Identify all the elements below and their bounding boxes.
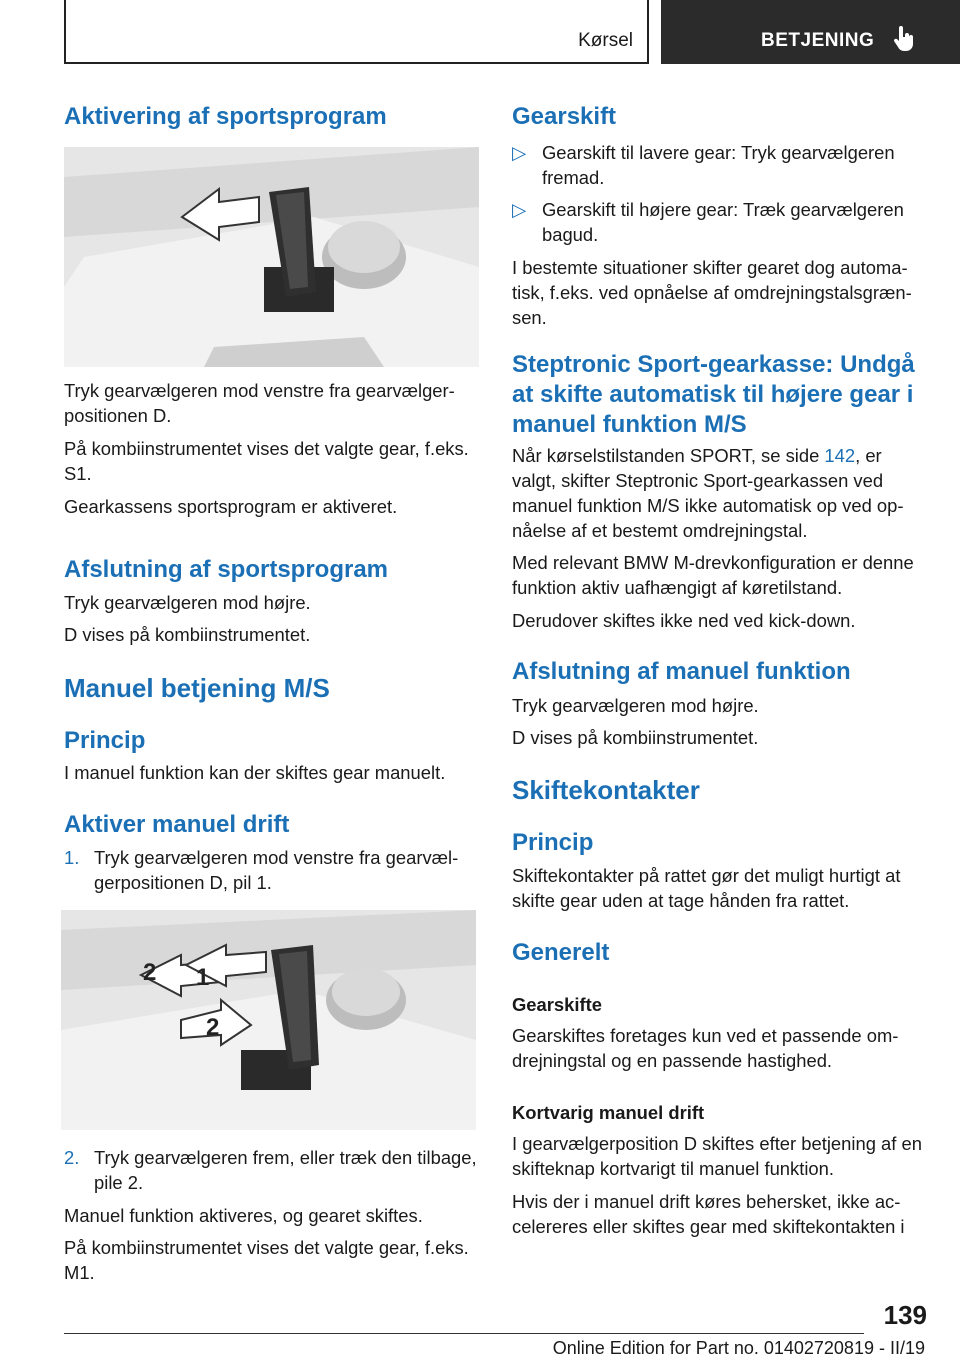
- bullet-text: Gearskift til lavere gear: Tryk gearvælgeren fremad.: [542, 142, 895, 188]
- hand-pointer-icon: [893, 26, 915, 52]
- heading-activate-manual: Aktiver manuel drift: [64, 811, 290, 838]
- footer-divider: [64, 1333, 864, 1334]
- step-number: 1.: [64, 847, 80, 868]
- paragraph: Manuel funktion aktiveres, og gearet skiftes.: [64, 1205, 423, 1226]
- heading-end-manual: Afslutning af manuel funktion: [512, 658, 851, 685]
- bullet-triangle-icon: ▷: [512, 142, 527, 163]
- footer-edition: Online Edition for Part no. 01402720819 - II/19: [552, 1338, 925, 1358]
- bullet-triangle-icon: ▷: [512, 199, 527, 220]
- heading-steptronic: Steptronic Sport-gearkasse: Undgå at skifte automatisk til højere gear i manuel funktion M/S: [512, 351, 915, 438]
- paragraph: I bestemte situationer skifter gearet dog automatisk, f.eks. ved opnåelse af omdrejningstalsgrænsen.: [512, 257, 912, 328]
- paragraph: Tryk gearvælgeren mod højre.: [512, 695, 759, 716]
- paragraph: Med relevant BMW M-drevkonfiguration er denne funktion aktiv uafhængigt af køretilstand.: [512, 552, 914, 598]
- header-section-box: [64, 0, 649, 64]
- paragraph: På kombiinstrumentet vises det valgte gear, f.eks. M1.: [64, 1237, 469, 1283]
- list-item: [512, 197, 927, 247]
- header-chapter-box: [661, 0, 960, 64]
- paragraph: I manuel funktion kan der skiftes gear manuelt.: [64, 762, 446, 783]
- arrow-label-2: 2: [143, 959, 157, 986]
- step-text: Tryk gearvælgeren mod venstre fra gearvælgerpositionen D, pil 1.: [94, 847, 459, 893]
- list-item: [64, 1145, 479, 1195]
- step-number: 2.: [64, 1147, 80, 1168]
- arrow-label-1: 1: [196, 964, 210, 991]
- subheading-shift: Gearskifte: [512, 994, 602, 1015]
- paragraph: Tryk gearvælgeren mod højre.: [64, 592, 311, 613]
- heading-manual-operation: Manuel betjening M/S: [64, 673, 330, 703]
- page-reference-link[interactable]: 142: [824, 445, 856, 466]
- paragraph: Gearskiftes foretages kun ved et passende omdrejningstal og en passende hastighed.: [512, 1025, 899, 1071]
- paragraph: Gearkassens sportsprogram er aktiveret.: [64, 496, 398, 517]
- paragraph: D vises på kombiinstrumentet.: [64, 624, 311, 645]
- page-number: 139: [883, 1300, 927, 1330]
- paragraph: Tryk gearvælgeren mod venstre fra gearvælgerpositionen D.: [64, 380, 455, 426]
- subheading-short-manual: Kortvarig manuel drift: [512, 1102, 705, 1123]
- step-text: Tryk gearvælgeren frem, eller træk den tilbage, pile 2.: [94, 1147, 477, 1193]
- header-section-title: Kørsel: [578, 30, 633, 51]
- paragraph: D vises på kombiinstrumentet.: [512, 727, 759, 748]
- paragraph: På kombiinstrumentet vises det valgte gear, f.eks. S1.: [64, 438, 469, 484]
- paragraph: Hvis der i manuel drift køres behersket, ikke accelereres eller skiftes gear med skiftekontakten i: [512, 1191, 905, 1237]
- heading-gearshift: Gearskift: [512, 103, 617, 130]
- paragraph: Skiftekontakter på rattet gør det muligt hurtigt at skifte gear uden at tage hånden fra rattet.: [512, 865, 901, 911]
- paragraph: I gearvælgerposition D skiftes efter betjening af en skifteknap kortvarigt til manuel funktion.: [512, 1133, 922, 1179]
- heading-activate-sport: Aktivering af sportsprogram: [64, 103, 387, 130]
- heading-end-sport: Afslutning af sportsprogram: [64, 556, 389, 583]
- paragraph: Derudover skiftes ikke ned ved kick-down.: [512, 610, 856, 631]
- figure-gear-selector-arrows: [61, 910, 476, 1130]
- text-span: , er valgt, skifter Steptronic Sport-gearkassen ved manuel funktion M/S ikke automatisk op ved opnåelse af et bestemt omdrejningstal.: [512, 445, 904, 541]
- heading-principle: Princip: [64, 727, 146, 754]
- paragraph: [512, 443, 927, 543]
- list-item: [64, 845, 479, 895]
- bullet-text: Gearskift til højere gear: Træk gearvælgeren bagud.: [542, 199, 904, 245]
- heading-paddles: Skiftekontakter: [512, 775, 700, 805]
- text-span: Når kørselstilstanden SPORT, se side: [512, 445, 825, 466]
- arrow-label-2: 2: [206, 1014, 220, 1041]
- heading-principle: Princip: [512, 829, 594, 856]
- list-item: [512, 140, 927, 190]
- heading-general: Generelt: [512, 939, 610, 966]
- figure-gear-selector-left: [64, 147, 479, 367]
- header-chapter-title: BETJENING: [761, 30, 875, 51]
